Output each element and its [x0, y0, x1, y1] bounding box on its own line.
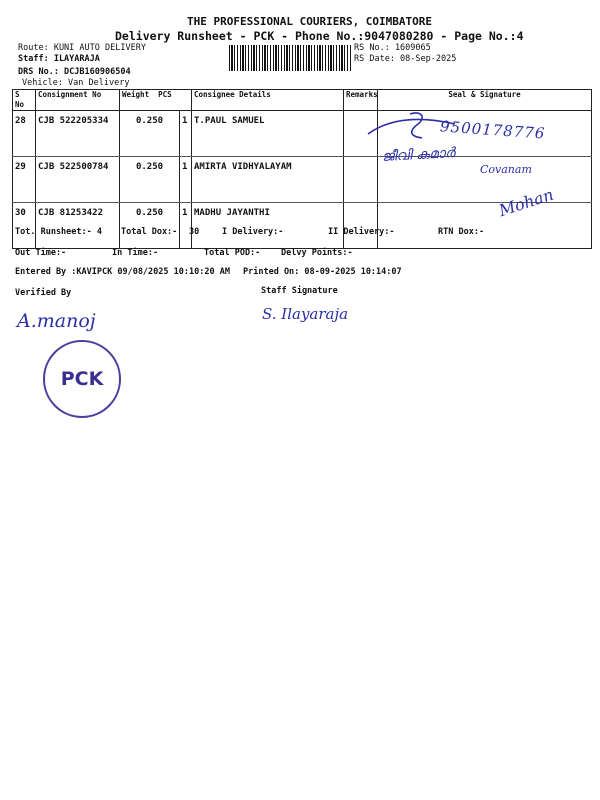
cell-consignee: MADHU JAYANTHI	[192, 203, 344, 249]
cell-weight: 0.250	[120, 111, 180, 157]
vehicle-line: Vehicle: Van Delivery	[22, 78, 130, 88]
rs-date: RS Date: 08-Sep-2025	[354, 54, 457, 64]
col-seal-signature: Seal & Signature	[378, 90, 592, 111]
cell-pcs: 1	[180, 111, 192, 157]
cell-pcs: 1	[180, 203, 192, 249]
entered-by: Entered By :KAVIPCK 09/08/2025 10:10:20 AM	[15, 267, 230, 277]
ii-delivery: II Delivery:-	[328, 227, 395, 237]
pck-stamp: PCK	[43, 340, 121, 418]
cell-consignment: CJB 522205334	[36, 111, 120, 157]
handwritten-sign-row3: Mohan	[496, 184, 556, 221]
runsheet-title: Delivery Runsheet - PCK - Phone No.:9047080280 - Page No.:4	[115, 29, 524, 43]
route-line: Route: KUNI AUTO DELIVERY	[18, 43, 146, 53]
cell-remarks	[344, 203, 378, 249]
col-weight-label: Weight	[122, 90, 150, 99]
tot-runsheet: Tot. Runsheet:- 4	[15, 227, 102, 237]
cell-remarks	[344, 157, 378, 203]
verified-signature: A.manoj	[17, 310, 96, 332]
staff-signature: S. Ilayaraja	[262, 305, 349, 323]
verified-by-label: Verified By	[15, 288, 72, 298]
delvy-points: Delvy Points:-	[281, 248, 353, 258]
i-delivery: I Delivery:-	[222, 227, 284, 237]
out-time: Out Time:-	[15, 248, 67, 258]
cell-consignment: CJB 522500784	[36, 157, 120, 203]
cell-weight: 0.250	[120, 157, 180, 203]
col-weight	[120, 90, 192, 111]
handwritten-phone: 9500178776	[439, 117, 546, 143]
table-header	[13, 90, 592, 111]
cell-sno: 28	[13, 111, 36, 157]
cell-consignee: AMIRTA VIDHYALAYAM	[192, 157, 344, 203]
drs-line: DRS No.: DCJB160906504	[18, 67, 131, 77]
rs-number: RS No.: 1609065	[354, 43, 431, 53]
handwritten-name-row2: ജീവി കുമാർ	[381, 145, 456, 165]
cell-sno: 29	[13, 157, 36, 203]
company-name: THE PROFESSIONAL COURIERS, COIMBATORE	[187, 15, 433, 28]
cell-sno: 30	[13, 203, 36, 249]
total-pod: Total POD:-	[204, 248, 261, 258]
cell-pcs: 1	[180, 157, 192, 203]
col-consignment: Consignment No	[36, 90, 120, 111]
cell-consignment: CJB 81253422	[36, 203, 120, 249]
printed-on: Printed On: 08-09-2025 10:14:07	[243, 267, 402, 277]
handwritten-sign-row2: Covanam	[480, 163, 532, 176]
col-consignee: Consignee Details	[192, 90, 344, 111]
col-remarks: Remarks	[344, 90, 378, 111]
cell-weight: 0.250	[120, 203, 180, 249]
total-dox-value: 30	[189, 227, 200, 237]
barcode	[229, 45, 351, 71]
total-dox-label: Total Dox:-	[121, 227, 178, 237]
in-time: In Time:-	[112, 248, 159, 258]
cell-signature	[378, 203, 592, 249]
staff-signature-label: Staff Signature	[261, 286, 338, 296]
staff-line: Staff: ILAYARAJA	[18, 54, 100, 64]
cell-consignee: T.PAUL SAMUEL	[192, 111, 344, 157]
col-pcs-label: PCS	[158, 90, 172, 99]
col-sno: S No	[13, 90, 36, 111]
rtn-dox: RTN Dox:-	[438, 227, 485, 237]
